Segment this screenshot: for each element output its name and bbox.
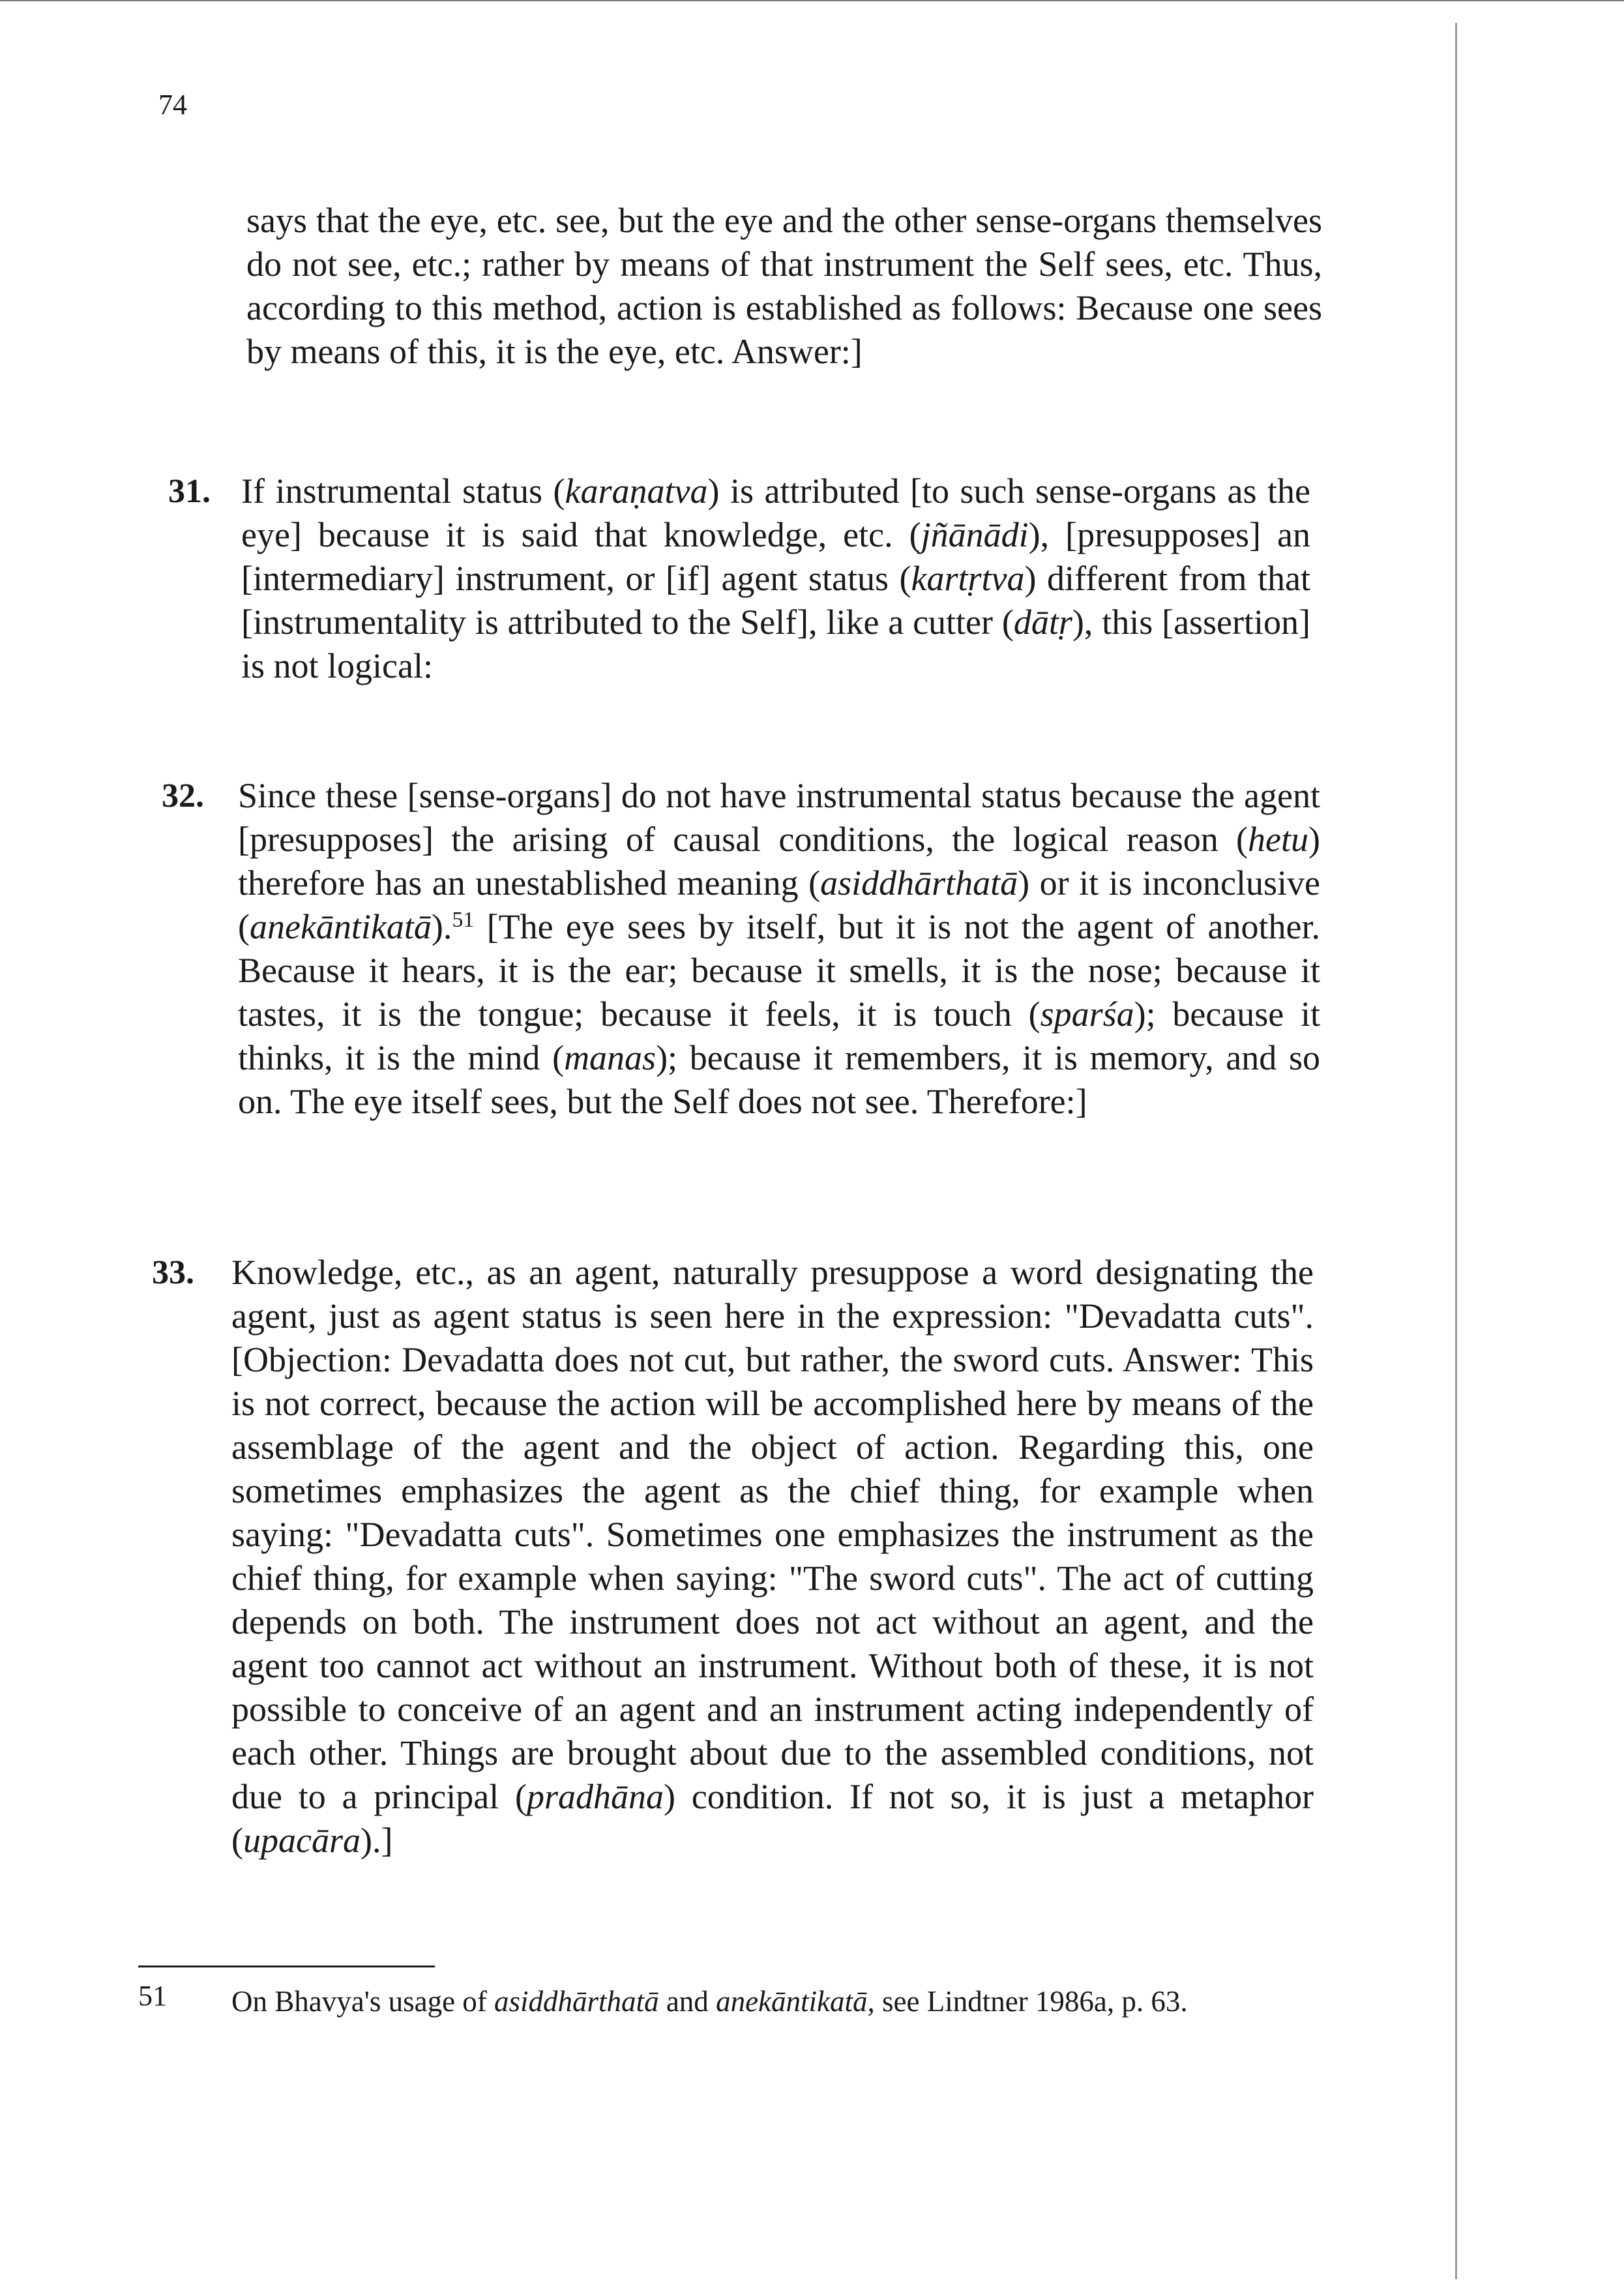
italic-term: sparśa — [1040, 994, 1134, 1034]
text-run: see Lindtner 1986a, p. 63. — [874, 1985, 1188, 2018]
italic-term: upacāra — [243, 1821, 361, 1860]
text-run: ), [presupposes] an [intermediary] instrument, or [if] agent status ( — [241, 515, 1310, 598]
italic-term: anekāntikatā, — [716, 1985, 875, 2018]
text-run: ). — [431, 907, 452, 946]
text-run: ) or it is inconclusive ( — [238, 863, 1320, 946]
italic-term: jñānādi — [921, 515, 1029, 554]
scan-binding-edge — [1455, 23, 1457, 2279]
text-run: ); because it remembers, it is memory, and so on. The eye itself sees, but the Self does not see. Therefore:] — [238, 1038, 1320, 1121]
italic-term: karaṇatva — [565, 471, 708, 511]
text-run: [The eye sees by itself, but it is not the agent of another. Because it hears, it is the ear; because it smells, it is the nose; because it tastes, it is the tongue; because it feels, it is touch ( — [238, 907, 1320, 1034]
footnote-reference: 51 — [452, 908, 475, 932]
italic-term: asiddhārthatā — [494, 1985, 659, 2018]
verse-33-text — [231, 1251, 1314, 1862]
text-run: ), this [assertion] is not logical: — [241, 603, 1311, 685]
text-run: Knowledge, etc., as an agent, naturally presuppose a word designating the agent, just as agent status is seen here in the expression: "Devadatta cuts". [Objection: Devadatta does not cut, but rather, the sword cuts. Answer: This is not correct, because the action will be accomplished here by means of the assemblage of the agent and the object of action. Regarding this, one sometimes emphasizes the agent as the chief thing, for example when saying: "Devadatta cuts". Sometimes one emphasizes the instrument as the chief thing, for example when saying: "The sword cuts". The act of cutting depends on both. The instrument does not act without an agent, and the agent too cannot act without an instrument. Without both of these, it is not possible to conceive of an agent and an instrument acting independently of each other. Things are brought about due to the assembled conditions, not due to a principal ( — [231, 1253, 1314, 1816]
page-number: 74 — [158, 89, 187, 121]
text-run: Since these [sense-organs] do not have instrumental status because the agent [presupposes] the arising of causal conditions, the logical reason ( — [238, 776, 1320, 859]
footnote-number: 51 — [138, 1980, 167, 2012]
text-run: ).] — [360, 1821, 393, 1860]
text-run: ) different from that [instrumentality is attributed to the Self], like a cutter ( — [241, 559, 1310, 642]
text-run: ) therefore has an unestablished meaning ( — [238, 820, 1320, 903]
italic-term: kartṛtva — [911, 559, 1025, 598]
footnote-separator — [138, 1966, 435, 1967]
text-run: ) is attributed [to such sense-organs as the eye] because it is said that knowledge, etc. ( — [241, 471, 1310, 554]
italic-term: hetu — [1248, 820, 1309, 859]
text-run: ) condition. If not so, it is just a metaphor ( — [231, 1777, 1314, 1860]
verse-31-text — [241, 470, 1310, 688]
verse-31-number: 31. — [168, 473, 211, 510]
footnote-text — [231, 1982, 1301, 2020]
text-run: ); because it thinks, it is the mind ( — [238, 994, 1320, 1077]
verse-32-text — [238, 774, 1320, 1124]
verse-32-number: 32. — [162, 777, 204, 815]
verse-33-number: 33. — [152, 1254, 194, 1291]
text-run: If instrumental status ( — [241, 471, 565, 511]
italic-term: dātṛ — [1013, 603, 1072, 642]
italic-term: manas — [564, 1038, 657, 1077]
intro-paragraph: says that the eye, etc. see, but the eye and the other sense-organs themselves do not see, etc.; rather by means of that instrument the Self sees, etc. Thus, according to this method, action is established as follows: Because one sees by means of this, it is the eye, etc. Answer:] — [246, 201, 1322, 371]
scan-top-edge — [0, 0, 1624, 1]
italic-term: pradhāna — [527, 1777, 664, 1816]
italic-term: asiddhārthatā — [820, 863, 1018, 903]
italic-term: anekāntikatā — [249, 907, 432, 946]
text-run: On Bhavya's usage of — [231, 1985, 495, 2018]
text-run: and — [658, 1985, 716, 2018]
